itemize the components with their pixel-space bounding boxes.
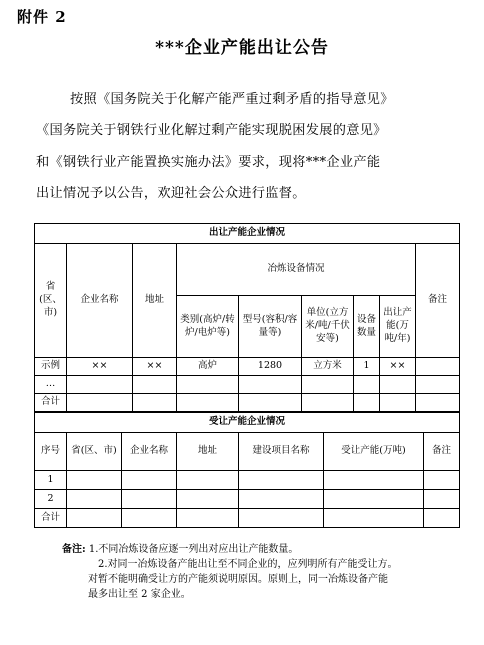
- header-address: 地址: [177, 433, 239, 471]
- header-company: 企业名称: [122, 433, 177, 471]
- cell-count: [354, 376, 380, 394]
- cell-unit: [302, 376, 354, 394]
- cell-address: [133, 376, 177, 394]
- cell-category: 高炉: [177, 358, 239, 376]
- cell-remarks: [424, 509, 460, 528]
- intro-line-3: 和《钢铁行业产能置换实施办法》要求，现将***企业产能: [36, 155, 381, 170]
- header-company: 企业名称: [67, 244, 133, 358]
- section-title-transfer: 出让产能企业情况: [35, 224, 460, 244]
- header-province: 省(区、市): [67, 433, 122, 471]
- header-province: 省(区、市): [35, 244, 67, 358]
- table-row: [35, 471, 460, 490]
- cell-province: [67, 509, 122, 528]
- cell-remarks: [416, 358, 460, 376]
- cell-remarks: [416, 376, 460, 394]
- intro-line-2: 《国务院关于钢铁行业化解过剩产能实现脱困发展的意见》: [36, 123, 387, 138]
- cell-address: [133, 394, 177, 412]
- cell-remarks: [416, 394, 460, 412]
- intro-line-1: 按照《国务院关于化解产能严重过剩矛盾的指导意见》: [70, 92, 394, 107]
- header-project: 建设项目名称: [239, 433, 324, 471]
- cell-province: 合计: [35, 394, 67, 412]
- header-capacity: 出让产能(万吨/年): [380, 296, 416, 358]
- cell-model: [239, 376, 302, 394]
- cell-unit: 立方米: [302, 358, 354, 376]
- cell-capacity: [324, 490, 424, 509]
- cell-capacity: [380, 394, 416, 412]
- intro-line-4: 出让情况予以公告，欢迎社会公众进行监督。: [36, 186, 306, 201]
- cell-project: [239, 471, 324, 490]
- table-row: [35, 490, 460, 509]
- note-line-1: 1.不同冶炼设备应逐一列出对应出让产能数量。: [88, 544, 299, 555]
- cell-no: 1: [35, 471, 67, 490]
- header-no: 序号: [35, 433, 67, 471]
- cell-address: [177, 490, 239, 509]
- header-address: 地址: [133, 244, 177, 358]
- cell-company: ××: [67, 358, 133, 376]
- cell-project: [239, 509, 324, 528]
- cell-capacity: [324, 471, 424, 490]
- cell-model: 1280: [239, 358, 302, 376]
- cell-company: [122, 490, 177, 509]
- header-model: 型号(容积/容量等): [239, 296, 302, 358]
- cell-count: 1: [354, 358, 380, 376]
- cell-count: [354, 394, 380, 412]
- header-remarks: 备注: [416, 244, 460, 358]
- cell-project: [239, 490, 324, 509]
- table-row: [35, 394, 460, 412]
- cell-address: [177, 509, 239, 528]
- cell-no: 2: [35, 490, 67, 509]
- cell-category: [177, 394, 239, 412]
- note-line-3: 对暂不能明确受让方的产能须说明原因。原则上，同一冶炼设备产能: [88, 574, 388, 585]
- header-category: 类别(高炉/转炉/电炉等): [177, 296, 239, 358]
- header-count: 设备数量: [354, 296, 380, 358]
- section-title-receive: 受让产能企业情况: [35, 413, 460, 433]
- cell-province: 示例: [35, 358, 67, 376]
- attachment-label: 附件 2: [17, 8, 67, 26]
- header-capacity: 受让产能(万吨): [324, 433, 424, 471]
- cell-no: 合计: [35, 509, 67, 528]
- cell-category: [177, 376, 239, 394]
- cell-province: [67, 490, 122, 509]
- cell-capacity: ××: [380, 358, 416, 376]
- cell-address: [177, 471, 239, 490]
- note-line-4: 最多出让至 2 家企业。: [88, 589, 191, 600]
- cell-company: [67, 394, 133, 412]
- cell-province: …: [35, 376, 67, 394]
- notes: [62, 542, 398, 602]
- cell-unit: [302, 394, 354, 412]
- note-line-2: 2.对同一冶炼设备产能出让至不同企业的，应列明所有产能受让方。: [98, 559, 398, 570]
- cell-company: [122, 471, 177, 490]
- header-remarks: 备注: [424, 433, 460, 471]
- cell-remarks: [424, 490, 460, 509]
- cell-remarks: [424, 471, 460, 490]
- table-row: [35, 509, 460, 528]
- cell-company: [67, 376, 133, 394]
- cell-model: [239, 394, 302, 412]
- receive-capacity-table: [34, 412, 460, 528]
- cell-company: [122, 509, 177, 528]
- transfer-capacity-table: [34, 223, 460, 412]
- page-title: ***企业产能出让公告: [155, 38, 329, 58]
- table-row: [35, 358, 460, 376]
- header-equipment-group: 冶炼设备情况: [177, 244, 416, 296]
- notes-label: 备注:: [62, 544, 86, 555]
- cell-capacity: [324, 509, 424, 528]
- header-unit: 单位(立方米/吨/千伏安等): [302, 296, 354, 358]
- cell-capacity: [380, 376, 416, 394]
- cell-province: [67, 471, 122, 490]
- cell-address: ××: [133, 358, 177, 376]
- table-row: [35, 376, 460, 394]
